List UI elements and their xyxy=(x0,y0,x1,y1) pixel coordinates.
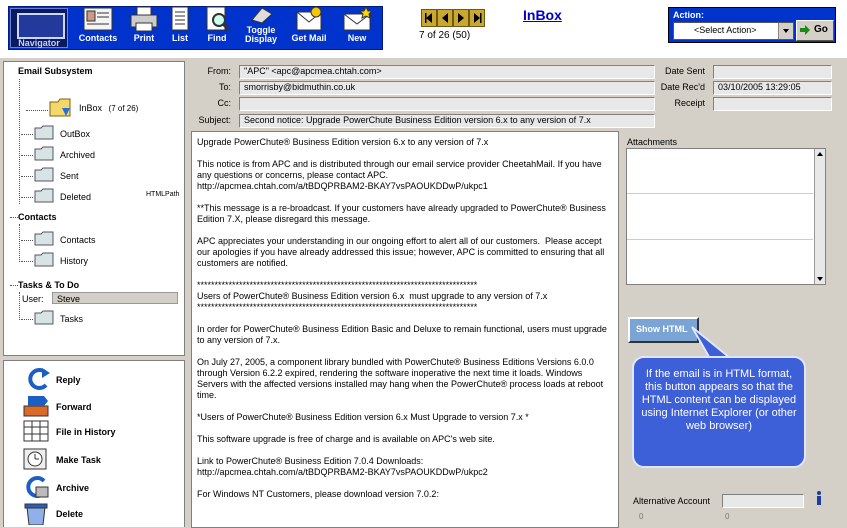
file-history-icon xyxy=(22,419,52,443)
make-task-label: Make Task xyxy=(56,455,101,465)
make-task-icon xyxy=(22,447,52,471)
date-received-label: Date Rec'd xyxy=(660,82,705,92)
folder-icon xyxy=(34,125,54,140)
get-mail-icon xyxy=(294,6,324,32)
get-mail-label: Get Mail xyxy=(291,33,327,43)
cc-field[interactable] xyxy=(239,97,655,111)
reply-icon xyxy=(22,367,52,391)
forward-label: Forward xyxy=(56,402,92,412)
attachments-row-divider xyxy=(627,193,813,194)
tree-connector xyxy=(19,79,20,204)
message-header xyxy=(189,61,844,131)
navigation-tree-panel xyxy=(3,61,185,356)
alternative-account-count-right: 0 xyxy=(725,512,730,521)
info-icon[interactable] xyxy=(812,490,826,506)
tree-connector xyxy=(21,261,33,262)
help-callout xyxy=(632,356,806,468)
attachments-list[interactable] xyxy=(626,148,826,285)
tree-connector xyxy=(21,134,33,135)
tree-connector xyxy=(21,197,33,198)
folder-icon xyxy=(34,146,54,161)
archive-icon xyxy=(22,475,52,499)
action-panel xyxy=(668,7,836,43)
action-label: Action: xyxy=(673,10,704,20)
reply-action[interactable] xyxy=(22,367,142,391)
toggle-display-icon xyxy=(246,6,276,24)
contacts-label: Contacts xyxy=(78,33,118,43)
tree-item-inbox[interactable] xyxy=(79,103,138,121)
show-html-label: Show HTML xyxy=(636,324,688,334)
message-body[interactable] xyxy=(191,131,619,528)
tree-item-outbox[interactable]: OutBox xyxy=(60,129,91,139)
body-paragraph: On July 27, 2005, a component library bundled with PowerChute® Business Editions Versions 6.0.0 through Version 6.2.2 expired, rendering the software inoperative the next time it loads. Windows Servers with the affected versions installed may hang when the PowerChute® process loads at reboot time. xyxy=(197,357,606,400)
tree-connector xyxy=(10,217,18,218)
body-paragraph: Link to PowerChute® Business Edition 7.0.4 Downloads: http://apcmea.chtah.com/a/tBDQPRBAM2-BKAY7vsPAOUKDDwP/ukpc2 xyxy=(197,456,488,477)
go-button[interactable] xyxy=(796,20,834,41)
last-page-button[interactable] xyxy=(469,9,485,27)
tree-item-tasks[interactable]: Tasks xyxy=(60,314,84,324)
tree-connector xyxy=(21,155,33,156)
new-mail-icon xyxy=(342,6,372,32)
attachments-row-divider xyxy=(627,239,813,240)
tree-connector xyxy=(19,224,20,262)
pager-status: 7 of 26 (50) xyxy=(419,30,471,41)
find-button[interactable] xyxy=(194,4,240,52)
view-title[interactable]: InBox xyxy=(523,7,562,23)
archive-label: Archive xyxy=(56,483,90,493)
body-paragraph: This software upgrade is free of charge and is available on APC's web site. xyxy=(197,434,495,444)
subject-field[interactable]: Second notice: Upgrade PowerChute Business Edition version 6.x to any version of 7.x xyxy=(239,114,655,128)
body-paragraph: APC appreciates your understanding in our ongoing effort to alert all of our customers. Please accept our apologies if you have already addressed this issue; however, APC is committed to ensuring that all customers are notified. xyxy=(197,236,607,268)
body-paragraph: For Windows NT Customers, please download version 7.0.2: xyxy=(197,489,439,499)
forward-icon xyxy=(22,394,52,418)
tree-connector xyxy=(19,292,20,320)
scroll-down-icon[interactable] xyxy=(815,274,825,284)
scroll-up-icon[interactable] xyxy=(815,149,825,159)
delete-action[interactable] xyxy=(22,501,142,525)
body-paragraph: **This message is a re-broadcast. If your customers have already upgraded to PowerChute® Business Edition 7.X, please disregard this message. xyxy=(197,203,609,224)
attachments-scrollbar[interactable] xyxy=(814,149,825,284)
alternative-account-count-left: 0 xyxy=(639,512,644,521)
date-sent-label: Date Sent xyxy=(664,66,705,76)
main-toolbar xyxy=(0,0,847,58)
folder-icon xyxy=(34,310,54,325)
forward-action[interactable] xyxy=(22,394,142,418)
folder-icon xyxy=(34,252,54,267)
action-select-value: <Select Action> xyxy=(694,25,757,35)
archive-action[interactable] xyxy=(22,475,142,499)
body-paragraph: Upgrade PowerChute® Business Edition version 6.x to any version of 7.x xyxy=(197,137,489,147)
new-mail-button[interactable] xyxy=(334,4,380,52)
toggle-display-label: Toggle Display xyxy=(244,25,277,44)
tree-connector xyxy=(21,319,33,320)
navigator-button[interactable] xyxy=(10,8,68,48)
from-label: From: xyxy=(207,66,231,76)
tree-connector xyxy=(21,240,33,241)
tree-connector xyxy=(21,176,33,177)
tree-connector xyxy=(26,110,48,111)
tree-item-history[interactable]: History xyxy=(60,256,89,266)
navigator-label: Navigator xyxy=(18,38,60,48)
previous-page-button[interactable] xyxy=(437,9,453,27)
tree-item-archived[interactable]: Archived xyxy=(60,150,96,160)
new-label: New xyxy=(347,33,367,43)
find-icon xyxy=(202,6,232,32)
receipt-field[interactable] xyxy=(713,97,832,111)
show-html-button[interactable] xyxy=(628,317,699,343)
to-label: To: xyxy=(218,82,231,92)
message-body-text xyxy=(197,137,610,511)
to-field[interactable]: smorrisby@bidmuthin.co.uk xyxy=(239,81,655,95)
action-select[interactable] xyxy=(673,22,794,40)
folder-icon xyxy=(34,231,54,246)
user-label: User: xyxy=(22,294,44,304)
body-paragraph: *Users of PowerChute® Business Edition version 6.x Must Upgrade to version 7.x * xyxy=(197,412,529,422)
date-received-field[interactable]: 03/10/2005 13:29:05 xyxy=(713,81,832,95)
body-paragraph: This notice is from APC and is distributed through our email service provider CheetahMail. If you have any questions or concerns, please contact APC. http://apcmea.chtah.com/a/tBDQPRBAM2-BKAY7vsPAOUKDDwP/ukpc1 xyxy=(197,159,602,191)
actions-panel xyxy=(3,360,185,527)
go-arrow-icon xyxy=(799,24,811,36)
folder-icon xyxy=(34,188,54,203)
tree-item-sent[interactable]: Sent xyxy=(60,171,79,181)
alternative-account-label: Alternative Account xyxy=(633,496,711,506)
contacts-heading: Contacts xyxy=(18,212,57,222)
contacts-icon xyxy=(83,6,113,32)
chevron-down-icon[interactable] xyxy=(778,23,793,39)
contacts-button[interactable] xyxy=(75,4,121,52)
monitor-icon xyxy=(17,13,65,39)
html-path-label: HTMLPath xyxy=(146,191,180,198)
toggle-display-button[interactable] xyxy=(237,4,285,52)
alternative-account-field[interactable] xyxy=(722,494,804,508)
user-field[interactable]: Steve xyxy=(52,292,178,304)
next-page-button[interactable] xyxy=(453,9,469,27)
tree-item-deleted[interactable]: Deleted xyxy=(60,192,92,202)
file-in-history-action[interactable] xyxy=(22,419,162,443)
tree-item-contacts[interactable]: Contacts xyxy=(60,235,96,245)
inbox-folder-icon xyxy=(48,96,70,116)
cc-label: Cc: xyxy=(217,98,231,108)
body-paragraph: ******************************************************************************** Users of PowerChute® Business Edition version 6.x must upgrade to any version of 7.x ******************************************************************************** xyxy=(197,280,548,312)
make-task-action[interactable] xyxy=(22,447,142,471)
list-icon xyxy=(165,6,195,32)
get-mail-button[interactable] xyxy=(287,4,331,52)
print-label: Print xyxy=(133,33,155,43)
list-label: List xyxy=(171,33,188,43)
go-label: Go xyxy=(814,24,828,35)
tree-connector xyxy=(10,285,18,286)
date-sent-field[interactable] xyxy=(713,65,832,79)
tasks-heading: Tasks & To Do xyxy=(18,280,80,290)
file-in-history-label: File in History xyxy=(56,427,116,437)
body-paragraph: In order for PowerChute® Business Edition Basic and Deluxe to remain functional, users must upgrade to any version of 7.x. xyxy=(197,324,610,345)
folder-icon xyxy=(34,167,54,182)
email-subsystem-heading: Email Subsystem xyxy=(18,66,93,76)
inbox-count: (7 of 26) xyxy=(108,104,139,113)
attachments-label: Attachments xyxy=(627,137,678,147)
receipt-label: Receipt xyxy=(674,98,705,108)
printer-icon xyxy=(129,6,159,32)
delete-label: Delete xyxy=(56,509,84,519)
first-page-button[interactable] xyxy=(421,9,437,27)
delete-icon xyxy=(22,501,52,525)
inbox-label: InBox xyxy=(79,103,103,113)
subject-label: Subject: xyxy=(198,115,231,125)
callout-text: If the email is in HTML format, this button appears so that the HTML content can be displayed using Internet Explorer (or other web browser) xyxy=(641,368,797,432)
find-label: Find xyxy=(207,33,227,43)
reply-label: Reply xyxy=(56,375,81,385)
from-field[interactable]: "APC" <apc@apcmea.chtah.com> xyxy=(239,65,655,79)
